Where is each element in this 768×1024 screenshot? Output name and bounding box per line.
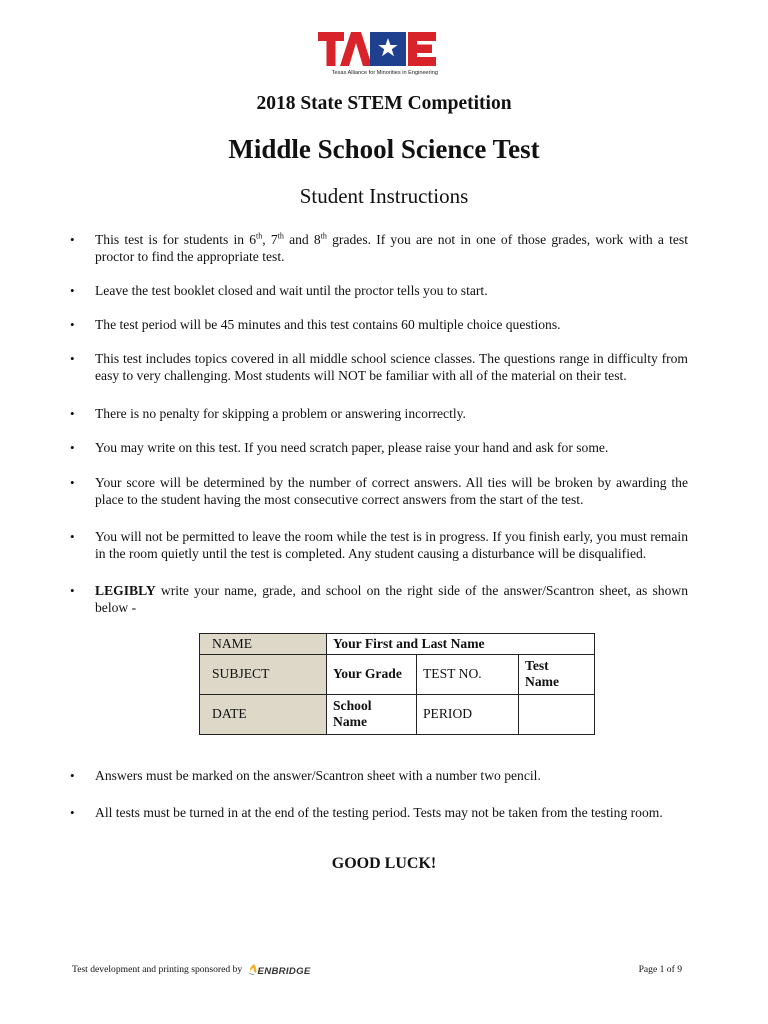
instruction-pencil: • Answers must be marked on the answer/Scantron sheet with a number two pencil. — [95, 767, 688, 784]
test-no-label: TEST NO. — [417, 654, 519, 694]
scantron-sample-table — [199, 633, 595, 735]
enbridge-flame-icon — [248, 964, 257, 975]
instruction-turn-in: • All tests must be turned in at the end of the testing period. Tests may not be taken from the testing room. — [95, 804, 688, 821]
table-row — [200, 694, 595, 734]
enbridge-wordmark: ENBRIDGE — [257, 966, 311, 977]
competition-heading: 2018 State STEM Competition — [256, 93, 512, 114]
instruction-topics: • This test includes topics covered in all middle school science classes. The questions range in difficulty from easy to very challenging. Most students will NOT be familiar with all of the material on their test. — [95, 350, 688, 384]
page-number: Page 1 of 9 — [638, 964, 682, 975]
instruction-period: • The test period will be 45 minutes and this test contains 60 multiple choice questions. — [95, 316, 688, 333]
instruction-score: • Your score will be determined by the number of correct answers. All ties will be broken by awarding the place to the student having the most consecutive correct answers from the start of the test. — [95, 474, 688, 508]
table-row — [200, 634, 595, 655]
page-subtitle: Student Instructions — [299, 184, 469, 208]
instruction-scratch: • You may write on this test. If you need scratch paper, please raise your hand and ask for some. — [95, 439, 688, 456]
tame-logo-mark — [318, 30, 438, 68]
name-label: NAME — [200, 634, 327, 655]
page-title: Middle School Science Test — [228, 134, 540, 164]
school-value: School Name — [327, 694, 417, 734]
instruction-room: • You will not be permitted to leave the room while the test is in progress. If you finish early, you must remain in the room quietly until the test is completed. Any student causing a disturbance will be disqualified. — [95, 528, 688, 562]
enbridge-logo — [248, 964, 311, 977]
footer-sponsor — [72, 964, 311, 977]
instruction-booklet: • Leave the test booklet closed and wait until the proctor tells you to start. — [95, 282, 688, 299]
logo-tagline: Texas Alliance for Minorities in Engineering — [331, 70, 438, 76]
period-label: PERIOD — [417, 694, 519, 734]
good-luck-text: GOOD LUCK! — [331, 855, 437, 872]
instruction-legibly: • LEGIBLY write your name, grade, and school on the right side of the answer/Scantron sheet, as shown below - — [95, 582, 688, 616]
subject-label: SUBJECT — [200, 654, 327, 694]
empty-cell — [519, 694, 595, 734]
tame-logo — [318, 30, 438, 78]
test-name-value: Test Name — [519, 654, 595, 694]
date-label: DATE — [200, 694, 327, 734]
instruction-grades: • This test is for students in 6th, 7th and 8th grades. If you are not in one of those grades, work with a test proctor to find the appropriate test. — [95, 231, 688, 265]
grade-value: Your Grade — [327, 654, 417, 694]
instruction-penalty: • There is no penalty for skipping a problem or answering incorrectly. — [95, 405, 688, 422]
sponsor-text: Test development and printing sponsored by — [72, 964, 243, 975]
name-value: Your First and Last Name — [327, 634, 595, 655]
table-row — [200, 654, 595, 694]
